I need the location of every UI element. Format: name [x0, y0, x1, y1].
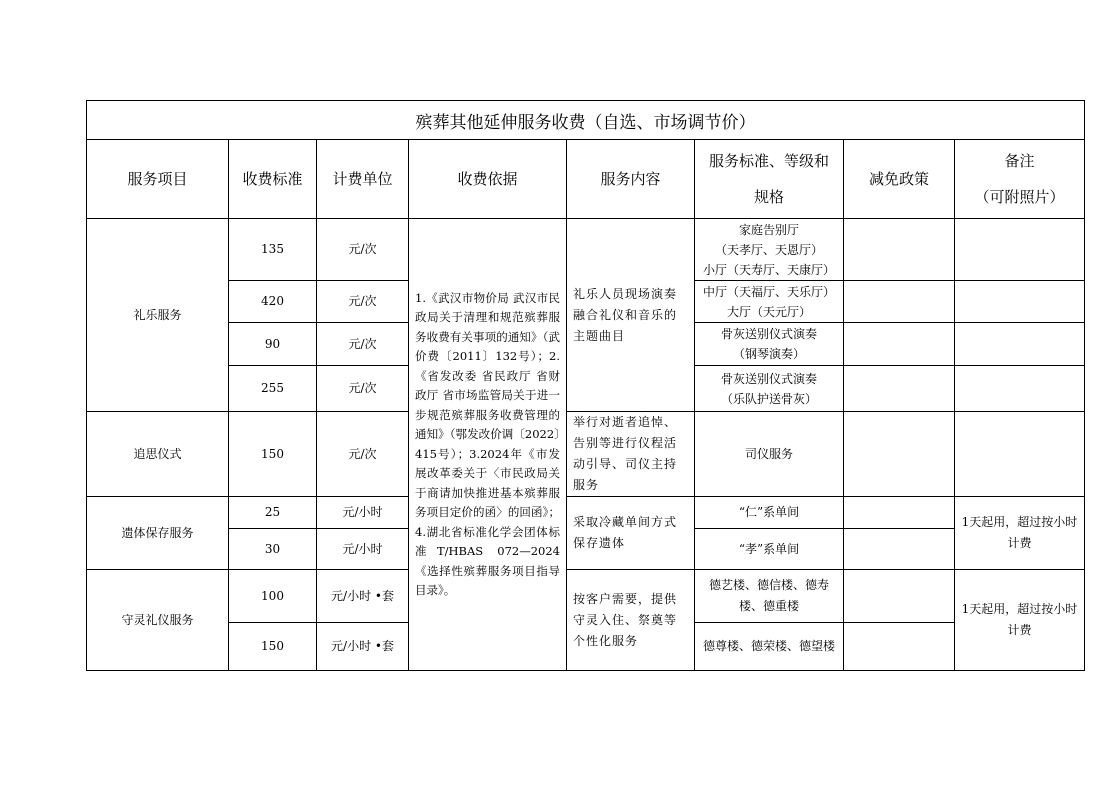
unit-cell: 元/次	[317, 412, 409, 497]
header-row	[87, 140, 1085, 219]
unit-cell: 元/小时	[317, 529, 409, 570]
remark-cell	[955, 281, 1085, 323]
remark-cell	[955, 366, 1085, 412]
fee-table	[86, 100, 1085, 671]
header-remark-line2: （可附照片）	[974, 188, 1065, 206]
header-grade-line2: 规格	[753, 188, 784, 206]
exemption-cell	[844, 497, 955, 529]
price-cell: 255	[229, 366, 317, 412]
exemption-cell	[844, 570, 955, 623]
header-grade-line1: 服务标准、等级和	[708, 152, 829, 170]
price-cell: 135	[229, 219, 317, 281]
exemption-cell	[844, 219, 955, 281]
grade-cell	[695, 323, 844, 366]
basis-cell: 1.《武汉市物价局 武汉市民政局关于清理和规范殡葬服务收费有关事项的通知》（武价费〔2011〕132号）；2.《省发改委 省民政厅 省财政厅 省市场监管局关于进一步规范殡葬服务收费管理的通知》（鄂发改价调〔2022〕415号）；3.2024年《市发展改革委关于〈市民政局关于商请加快推进基本殡葬服务项目定价的函〉的回函》；4.湖北省标准化学会团体标准T/HBAS 072—2024《选择性殡葬服务项目指导目录》。	[409, 219, 567, 671]
exemption-cell	[844, 323, 955, 366]
grade-line: （乐队护送骨灰）	[720, 391, 817, 406]
grade-line: 小厅（天寿厅、天康厅）	[702, 263, 835, 277]
remark-storage: 1天起用，超过按小时计费	[955, 497, 1085, 570]
exemption-cell	[844, 412, 955, 497]
price-cell: 30	[229, 529, 317, 570]
grade-line: 骨灰送别仪式演奏	[720, 371, 817, 386]
header-item: 服务项目	[87, 140, 229, 219]
grade-line: 骨灰送别仪式演奏	[720, 327, 817, 341]
table-row	[87, 219, 1085, 281]
item-vigil: 守灵礼仪服务	[87, 570, 229, 671]
unit-cell: 元/小时	[317, 497, 409, 529]
item-storage: 遗体保存服务	[87, 497, 229, 570]
exemption-cell	[844, 366, 955, 412]
grade-cell: “仁”系单间	[695, 497, 844, 529]
grade-cell	[695, 366, 844, 412]
header-remark-line1: 备注	[1004, 152, 1035, 170]
content-music: 礼乐人员现场演奏融合礼仪和音乐的主题曲目	[567, 219, 695, 412]
header-content: 服务内容	[567, 140, 695, 219]
grade-line: 大厅（天元厅）	[726, 304, 811, 319]
unit-cell: 元/次	[317, 219, 409, 281]
price-cell: 25	[229, 497, 317, 529]
grade-line: （天孝厅、天恩厅）	[714, 243, 823, 257]
grade-cell: 德尊楼、德荣楼、德望楼	[695, 623, 844, 671]
table-row	[87, 497, 1085, 529]
header-grade	[695, 140, 844, 219]
header-basis: 收费依据	[409, 140, 567, 219]
content-memorial: 举行对逝者追悼、告别等进行仪程活动引导、司仪主持服务	[567, 412, 695, 497]
grade-cell	[695, 219, 844, 281]
header-unit: 计费单位	[317, 140, 409, 219]
price-cell: 150	[229, 412, 317, 497]
price-cell: 90	[229, 323, 317, 366]
unit-cell: 元/次	[317, 323, 409, 366]
price-cell: 150	[229, 623, 317, 671]
header-remark	[955, 140, 1085, 219]
grade-cell: 德艺楼、德信楼、德寿楼、德重楼	[695, 570, 844, 623]
grade-cell: 司仪服务	[695, 412, 844, 497]
grade-line: 家庭告别厅	[738, 223, 799, 237]
item-memorial: 追思仪式	[87, 412, 229, 497]
header-exemption: 减免政策	[844, 140, 955, 219]
remark-cell	[955, 412, 1085, 497]
unit-cell: 元/小时 •套	[317, 570, 409, 623]
exemption-cell	[844, 623, 955, 671]
table-title: 殡葬其他延伸服务收费（自选、市场调节价）	[87, 101, 1085, 140]
table-row	[87, 412, 1085, 497]
unit-cell: 元/小时 •套	[317, 623, 409, 671]
exemption-cell	[844, 529, 955, 570]
item-music: 礼乐服务	[87, 219, 229, 412]
remark-cell	[955, 323, 1085, 366]
header-standard: 收费标准	[229, 140, 317, 219]
price-cell: 420	[229, 281, 317, 323]
unit-cell: 元/次	[317, 366, 409, 412]
price-cell: 100	[229, 570, 317, 623]
grade-line: 中厅（天福厅、天乐厅）	[702, 284, 835, 299]
remark-cell	[955, 219, 1085, 281]
unit-cell: 元/次	[317, 281, 409, 323]
grade-cell: “孝”系单间	[695, 529, 844, 570]
content-storage: 采取冷藏单间方式保存遗体	[567, 497, 695, 570]
exemption-cell	[844, 281, 955, 323]
content-vigil: 按客户需要，提供守灵入住、祭奠等个性化服务	[567, 570, 695, 671]
table-row	[87, 570, 1085, 623]
grade-cell	[695, 281, 844, 323]
remark-vigil: 1天起用，超过按小时计费	[955, 570, 1085, 671]
grade-line: （钢琴演奏）	[732, 347, 805, 361]
